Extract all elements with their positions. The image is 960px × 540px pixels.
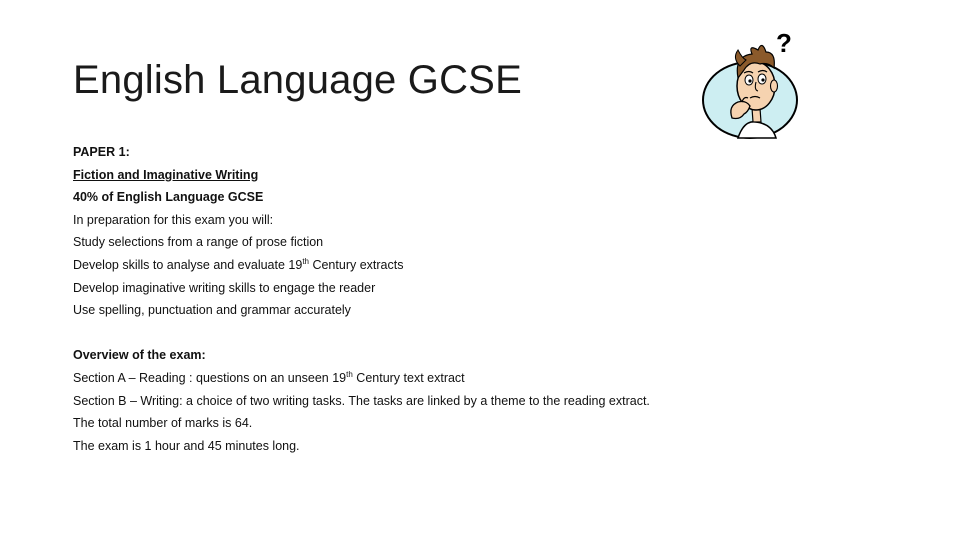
prep-item: Develop imaginative writing skills to engage the reader bbox=[73, 280, 376, 295]
prep-item-text: Develop skills to analyse and evaluate 19 bbox=[73, 257, 303, 272]
section-spacer bbox=[73, 322, 833, 345]
prep-intro: In preparation for this exam you will: bbox=[73, 212, 274, 227]
prep-item: Use spelling, punctuation and grammar accurately bbox=[73, 303, 351, 318]
overview-duration: The exam is 1 hour and 45 minutes long. bbox=[73, 438, 300, 453]
overview-section-a-text: Century text extract bbox=[352, 370, 465, 385]
illustration-question-mark: ? bbox=[776, 28, 792, 58]
overview-total-marks: The total number of marks is 64. bbox=[73, 416, 253, 431]
overview-section-a-superscript: th bbox=[346, 369, 353, 379]
overview-heading: Overview of the exam: bbox=[73, 348, 206, 363]
prep-item-text: Century extracts bbox=[308, 257, 404, 272]
paper1-subheading: Fiction and Imaginative Writing bbox=[73, 167, 259, 182]
prep-item: Study selections from a range of prose fiction bbox=[73, 235, 324, 250]
overview-section-b: Section B – Writing: a choice of two writing tasks. The tasks are linked by a theme to the reading extract. bbox=[73, 393, 650, 408]
overview-section-a-text: Section A – Reading : questions on an unseen 19 bbox=[73, 370, 347, 385]
overview-section-a bbox=[73, 367, 833, 390]
slide-body bbox=[73, 141, 833, 457]
paper1-weighting: 40% of English Language GCSE bbox=[73, 190, 264, 205]
illustration-svg bbox=[698, 28, 810, 140]
confused-man-question-mark-icon bbox=[698, 28, 810, 140]
prep-item bbox=[73, 254, 833, 277]
prep-item-superscript: th bbox=[302, 256, 309, 266]
paper1-heading: PAPER 1: bbox=[73, 145, 130, 159]
slide-title: English Language GCSE bbox=[73, 58, 522, 102]
